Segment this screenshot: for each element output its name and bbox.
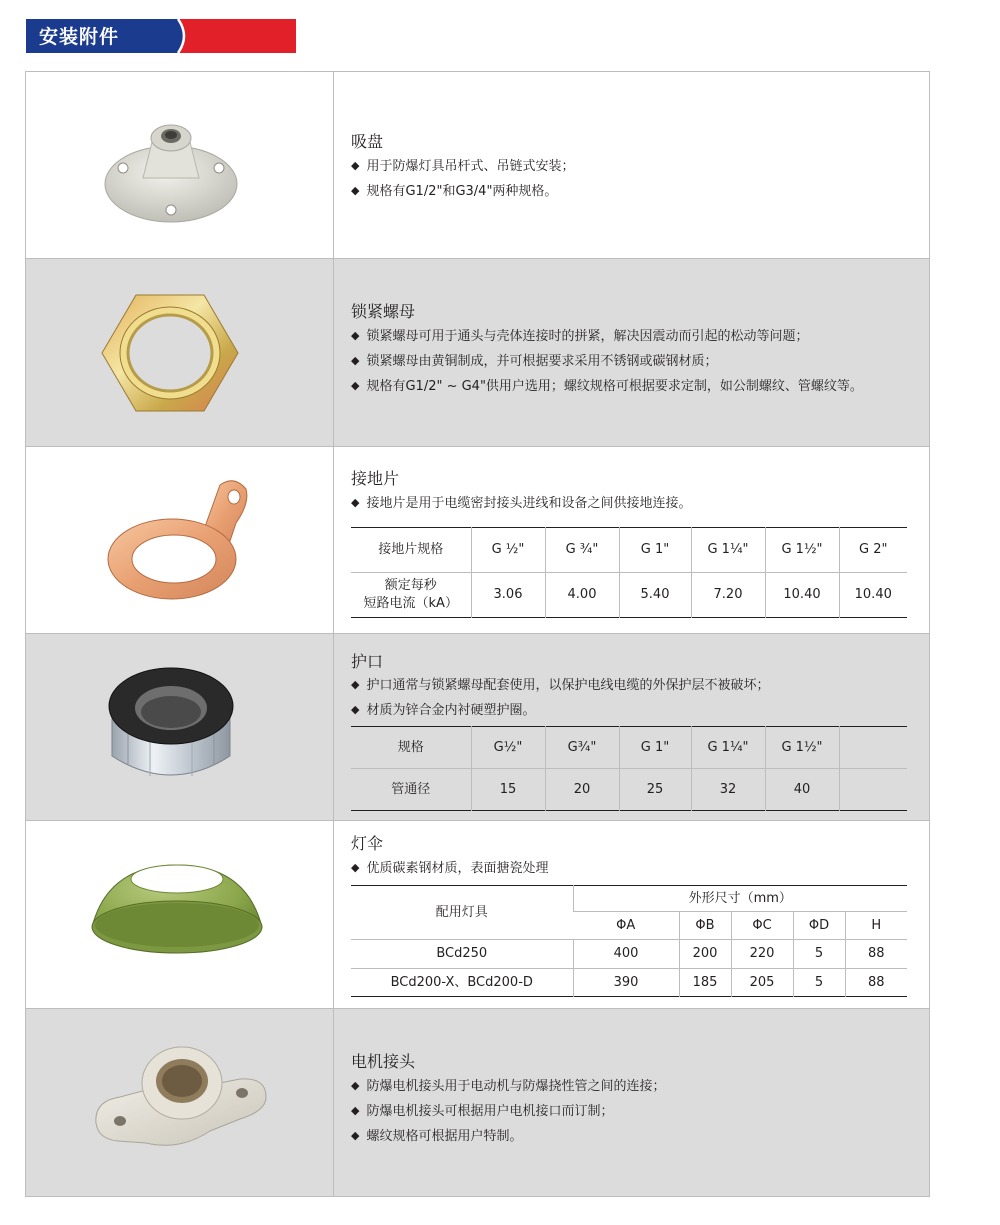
table-cell: 220 — [731, 940, 793, 969]
product-image-cell — [26, 259, 334, 446]
bullet-item: ◆ 锁紧螺母由黄铜制成，并可根据要求采用不锈钢或碳钢材质； — [351, 349, 863, 374]
table-cell: G 1" — [619, 528, 691, 573]
product-name: 锁紧螺母 — [351, 302, 416, 321]
bullet-item: ◆ 接地片是用于电缆密封接头进线和设备之间供接地连接。 — [351, 491, 691, 516]
grounding-plate-image — [102, 477, 252, 603]
label-line: 短路电流（kA） — [363, 596, 458, 611]
table-row — [351, 769, 907, 811]
table-cell: G 1" — [619, 727, 691, 769]
table-cell: 4.00 — [545, 573, 619, 618]
table-cell: G ½" — [471, 528, 545, 573]
table-header-cell: H — [845, 912, 907, 940]
bullet-item: ◆ 护口通常与锁紧螺母配套使用，以保护电线电缆的外保护层不被破坏； — [351, 673, 769, 698]
product-bullets — [351, 1074, 665, 1149]
motor-connector-image — [90, 1039, 270, 1159]
table-cell: BCd200-X、BCd200-D — [390, 974, 533, 990]
suction-cup-image — [101, 108, 241, 224]
bushing-spec-table — [351, 726, 907, 811]
product-table — [25, 71, 930, 1197]
bullet-item: ◆ 优质碳素钢材质，表面搪瓷处理 — [351, 856, 548, 881]
table-cell: G 1½" — [765, 727, 839, 769]
table-cell: G ¾" — [545, 528, 619, 573]
table-header-cell: ΦD — [793, 912, 845, 940]
bullet-item: ◆ 螺纹规格可根据用户特制。 — [351, 1124, 665, 1149]
lamp-shade-image — [88, 861, 266, 961]
bullet-item: ◆ 防爆电机接头可根据用户电机接口而订制； — [351, 1099, 665, 1124]
table-cell: 25 — [619, 769, 691, 811]
table-header-cell: 外形尺寸（mm） — [573, 886, 907, 912]
table-cell: 88 — [845, 940, 907, 969]
table-cell: 10.40 — [839, 573, 907, 618]
product-image-cell — [26, 1009, 334, 1196]
table-cell: G 1¼" — [691, 528, 765, 573]
table-cell: 15 — [471, 769, 545, 811]
table-cell — [839, 727, 907, 769]
table-row — [351, 969, 907, 997]
product-image-cell — [26, 72, 334, 258]
table-cell: G½" — [471, 727, 545, 769]
table-cell: 390 — [573, 969, 679, 997]
bullet-item: ◆ 用于防爆灯具吊杆式、吊链式安装； — [351, 154, 574, 179]
bullet-item: ◆ 锁紧螺母可用于通头与壳体连接时的拼紧，解决因震动而引起的松动等问题； — [351, 324, 863, 349]
table-cell: 40 — [765, 769, 839, 811]
table-cell: 3.06 — [471, 573, 545, 618]
table-cell: 88 — [845, 969, 907, 997]
label-line: 额定每秒 — [384, 578, 437, 593]
table-row — [351, 886, 907, 912]
bullet-item: ◆ 规格有G1/2" ~ G4"供用户选用；螺纹规格可根据要求定制，如公制螺纹、管螺纹等。 — [351, 374, 863, 399]
product-bullets — [351, 154, 574, 204]
product-row-lock-nut — [26, 259, 929, 447]
table-cell: 32 — [691, 769, 765, 811]
table-cell — [839, 769, 907, 811]
product-image-cell — [26, 447, 334, 633]
section-header — [26, 19, 296, 53]
bushing-image — [106, 664, 236, 790]
product-bullets — [351, 673, 769, 723]
table-cell: G 2" — [839, 528, 907, 573]
bullet-item: ◆ 规格有G1/2"和G3/4"两种规格。 — [351, 179, 574, 204]
table-header-cell: 配用灯具 — [435, 904, 488, 920]
product-bullets — [351, 856, 548, 881]
product-row-suction-cup — [26, 72, 929, 259]
table-header-cell — [351, 573, 471, 618]
table-cell: 200 — [679, 940, 731, 969]
product-name: 电机接头 — [351, 1052, 416, 1071]
table-header-cell: ΦC — [731, 912, 793, 940]
table-row — [351, 573, 907, 618]
table-cell: 205 — [731, 969, 793, 997]
table-header-cell: ΦB — [679, 912, 731, 940]
table-row — [351, 727, 907, 769]
table-cell: 185 — [679, 969, 731, 997]
product-image-cell — [26, 634, 334, 820]
lock-nut-image — [98, 289, 242, 419]
product-name: 吸盘 — [351, 132, 384, 151]
table-cell: 10.40 — [765, 573, 839, 618]
table-row — [351, 528, 907, 573]
product-row-motor-connector — [26, 1009, 929, 1196]
table-row — [351, 940, 907, 969]
grounding-spec-table — [351, 527, 907, 618]
table-cell: 7.20 — [691, 573, 765, 618]
table-header-cell: ΦA — [616, 917, 636, 933]
table-header-cell: 规格 — [397, 739, 424, 755]
table-cell: G 1½" — [765, 528, 839, 573]
table-header-cell: 接地片规格 — [378, 542, 444, 557]
product-row-lamp-shade — [26, 821, 929, 1009]
header-curve-divider — [156, 19, 202, 53]
table-cell: G 1¼" — [691, 727, 765, 769]
product-name: 护口 — [351, 652, 384, 671]
product-row-bushing — [26, 634, 929, 821]
lamp-shade-spec-table — [351, 885, 907, 997]
table-cell: G¾" — [545, 727, 619, 769]
table-cell: BCd250 — [436, 946, 488, 961]
product-row-grounding-plate — [26, 447, 929, 634]
product-name: 接地片 — [351, 469, 400, 488]
table-header-cell: 管通径 — [391, 781, 431, 797]
bullet-item: ◆ 材质为锌合金内衬硬塑护圈。 — [351, 698, 769, 723]
product-bullets — [351, 324, 863, 399]
product-bullets — [351, 491, 691, 516]
product-image-cell — [26, 821, 334, 1008]
bullet-item: ◆ 防爆电机接头用于电动机与防爆挠性管之间的连接； — [351, 1074, 665, 1099]
section-title: 安装附件 — [39, 26, 120, 48]
table-cell: 400 — [573, 940, 679, 969]
table-cell: 5.40 — [619, 573, 691, 618]
table-cell: 5 — [793, 969, 845, 997]
product-name: 灯伞 — [351, 834, 384, 853]
table-cell: 20 — [545, 769, 619, 811]
table-cell: 5 — [793, 940, 845, 969]
